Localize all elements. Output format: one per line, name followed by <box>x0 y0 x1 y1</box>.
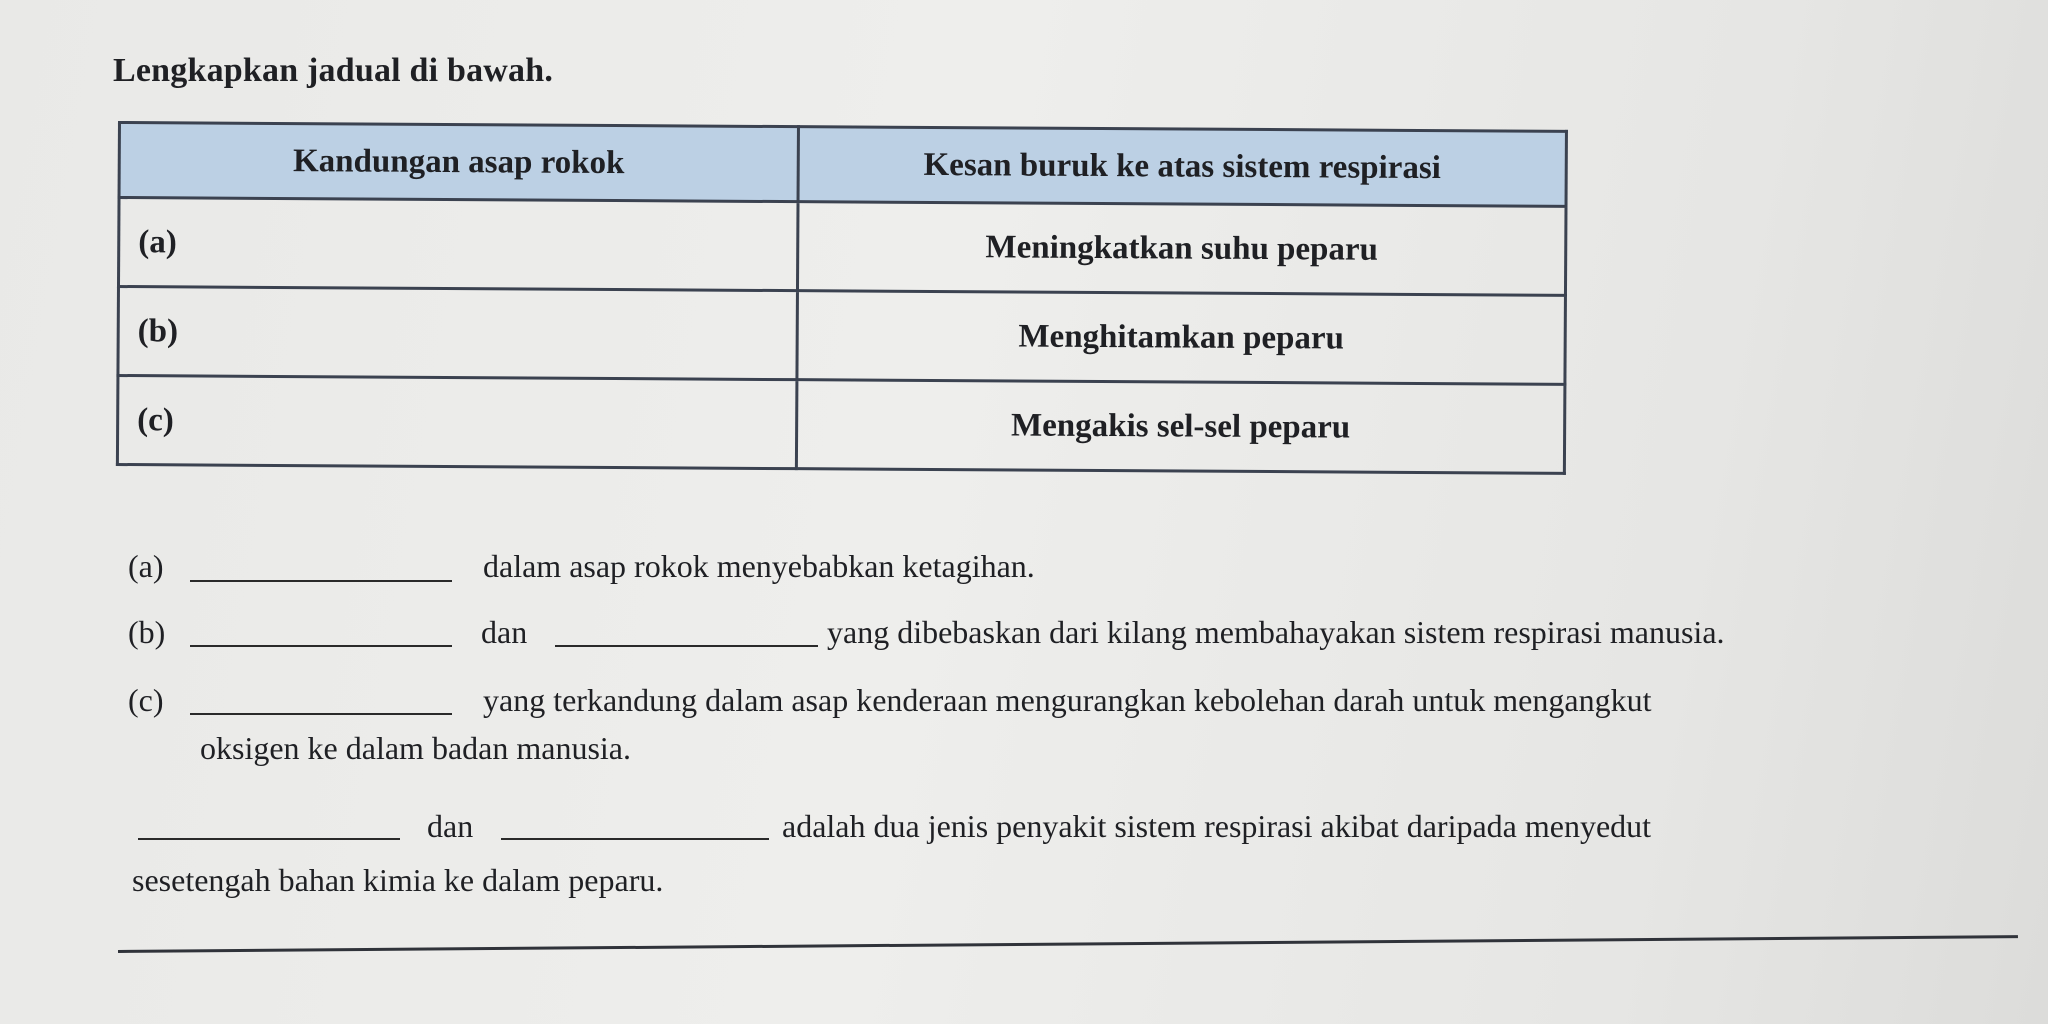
instruction-text: Lengkapkan jadual di bawah. <box>113 52 554 89</box>
question-c-text: yang terkandung dalam asap kenderaan mengurangkan kebolehan darah untuk mengangkut <box>483 682 1652 718</box>
bottom-rule <box>118 935 2018 953</box>
row-a-effect: Meningkatkan suhu peparu <box>797 202 1566 296</box>
row-b-effect: Menghitamkan peparu <box>797 291 1566 385</box>
question-d-text-continued: sesetengah bahan kimia ke dalam peparu. <box>132 862 664 898</box>
question-b-dan: dan <box>481 614 528 650</box>
row-a-label[interactable]: (a) <box>118 198 798 291</box>
header-kesan: Kesan buruk ke atas sistem respirasi <box>798 127 1566 207</box>
question-c-label: (c) <box>128 682 164 718</box>
question-d-dan: dan <box>427 808 474 844</box>
question-b-blank-1[interactable] <box>190 645 452 647</box>
question-c-text-continued: oksigen ke dalam badan manusia. <box>200 730 631 766</box>
question-a-text: dalam asap rokok menyebabkan ketagihan. <box>483 548 1035 584</box>
question-a-label: (a) <box>128 548 164 584</box>
question-a-blank[interactable] <box>190 580 452 582</box>
question-d-text: adalah dua jenis penyakit sistem respirasi akibat daripada menyedut <box>782 808 1652 844</box>
row-c-label[interactable]: (c) <box>117 376 797 469</box>
header-kandungan: Kandungan asap rokok <box>119 123 798 202</box>
table-header-row <box>119 123 1566 207</box>
table-row <box>118 287 1566 385</box>
table-row <box>117 376 1565 474</box>
table-row <box>118 198 1566 296</box>
question-b-text: yang dibebaskan dari kilang membahayakan sistem respirasi manusia. <box>827 614 1725 650</box>
question-b-blank-2[interactable] <box>555 645 818 647</box>
question-b-label: (b) <box>128 614 166 650</box>
row-c-effect: Mengakis sel-sel peparu <box>796 380 1565 474</box>
row-b-label[interactable]: (b) <box>118 287 798 380</box>
question-d-blank-2[interactable] <box>501 838 769 840</box>
question-d-blank-1[interactable] <box>138 838 400 840</box>
answer-table <box>116 121 1568 475</box>
question-c-blank[interactable] <box>190 713 452 715</box>
